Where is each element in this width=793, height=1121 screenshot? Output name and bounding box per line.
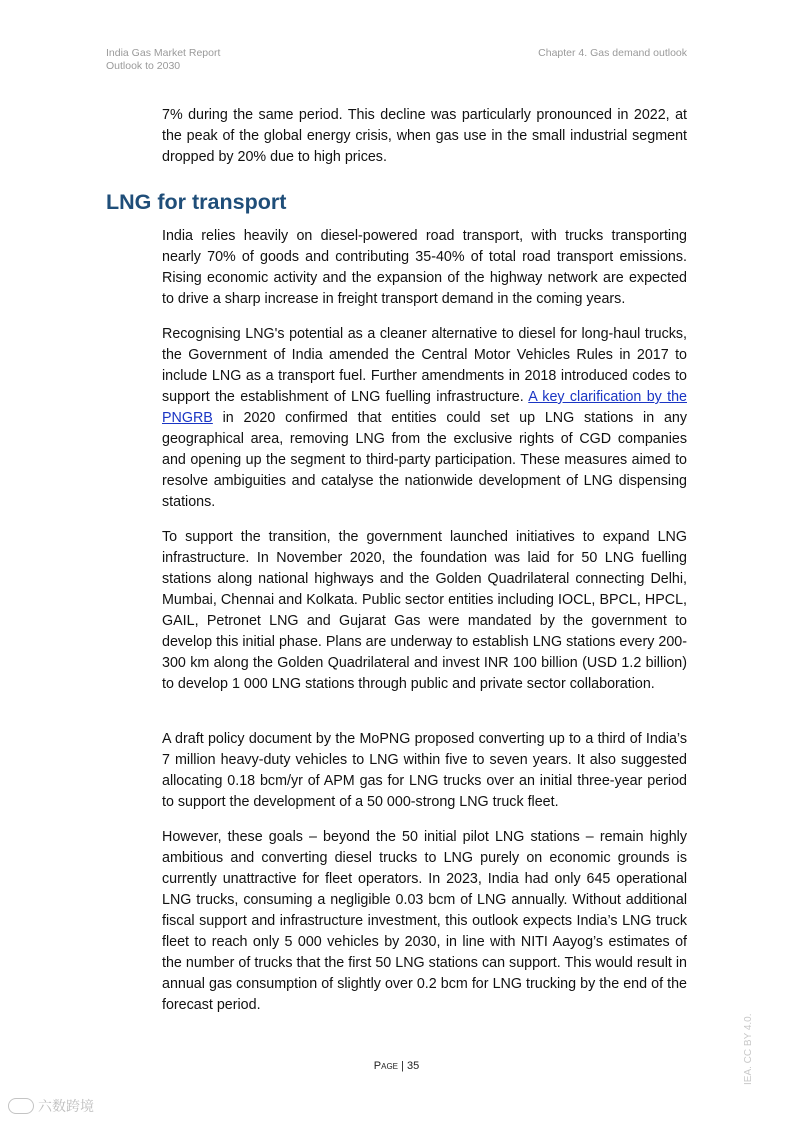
paragraph-2-after: in 2020 confirmed that entities could set up LNG stations in any geographical area, removing LNG from the exclusive rights of CGD companies and opening up the segment to third-party participation. These measures aimed to resolve ambiguities and catalyse the nationwide development of LNG dispensing stations. — [162, 410, 687, 510]
watermark-text: 六数跨境 — [38, 1098, 94, 1114]
paragraph-2-before: Recognising LNG's potential as a cleaner alternative to diesel for long-haul trucks, the Government of India amended the Central Motor Vehicles Rules in 2017 to include LNG as a transport fuel. Further amendments in 2018 introduced codes to support the establishment of LNG fuelling infrastructure. — [162, 326, 687, 405]
report-subtitle: Outlook to 2030 — [106, 60, 181, 72]
page-separator: | — [401, 1060, 404, 1072]
paragraph-4: A draft policy document by the MoPNG proposed converting up to a third of India’s 7 million heavy-duty vehicles to LNG within five to seven years. It also suggested allocating 0.18 bcm/yr of APM gas for LNG trucks over an initial three-year period to support the development of a 50 000-strong LNG truck fleet. — [162, 731, 687, 810]
page-number: 35 — [406, 1060, 420, 1072]
paragraph-3: To support the transition, the government launched initiatives to expand LNG infrastructure. In November 2020, the foundation was laid for 50 LNG fuelling stations along national highways and the Golden Quadrilateral connecting Delhi, Mumbai, Chennai and Kolkata. Public sector entities including IOCL, BPCL, HPCL, GAIL, Petronet LNG and Gujarat Gas were mandated by the government to develop this initial phase. Plans are underway to establish LNG stations every 200-300 km along the Golden Quadrilateral and invest INR 100 billion (USD 1.2 billion) to develop 1 000 LNG stations through public and private sector collaboration. — [162, 529, 687, 692]
report-title: India Gas Market Report — [106, 47, 221, 59]
paragraph-5: However, these goals – beyond the 50 initial pilot LNG stations – remain highly ambitious and converting diesel trucks to LNG purely on economic grounds is currently unattractive for fleet operators. In 2023, India had only 645 operational LNG trucks, consuming a negligible 0.03 bcm of LNG annually. Without additional fiscal support and infrastructure investment, this outlook expects India’s LNG truck fleet to reach only 5 000 vehicles by 2030, in line with NITI Aayog’s estimates of the number of trucks that the first 50 LNG stations can support. This would result in annual gas consumption of slightly over 0.2 bcm for LNG trucking by the end of the forecast period. — [162, 829, 687, 1013]
running-header-left — [106, 47, 220, 73]
pngrb-clarification-link[interactable]: A key clarification by the PNGRB — [162, 389, 687, 426]
running-header-chapter: Chapter 4. Gas demand outlook — [538, 47, 687, 59]
page-footer — [0, 1060, 793, 1072]
page-label: Page — [373, 1060, 398, 1072]
intro-paragraph: 7% during the same period. This decline was particularly pronounced in 2022, at the peak of the global energy crisis, when gas use in the small industrial segment dropped by 20% due to high prices. — [162, 107, 687, 165]
paragraph-1: India relies heavily on diesel-powered road transport, with trucks transporting nearly 70% of goods and contributing 35-40% of total road transport emissions. Rising economic activity and the expansion of the highway network are expected to drive a sharp increase in freight transport demand in the coming years. — [162, 228, 687, 307]
paragraph-2 — [162, 324, 687, 513]
watermark — [8, 1096, 94, 1116]
license-sidemark: IEA. CC BY 4.0. — [743, 1013, 754, 1085]
watermark-logo-icon — [8, 1098, 34, 1114]
section-title: LNG for transport — [106, 190, 287, 214]
